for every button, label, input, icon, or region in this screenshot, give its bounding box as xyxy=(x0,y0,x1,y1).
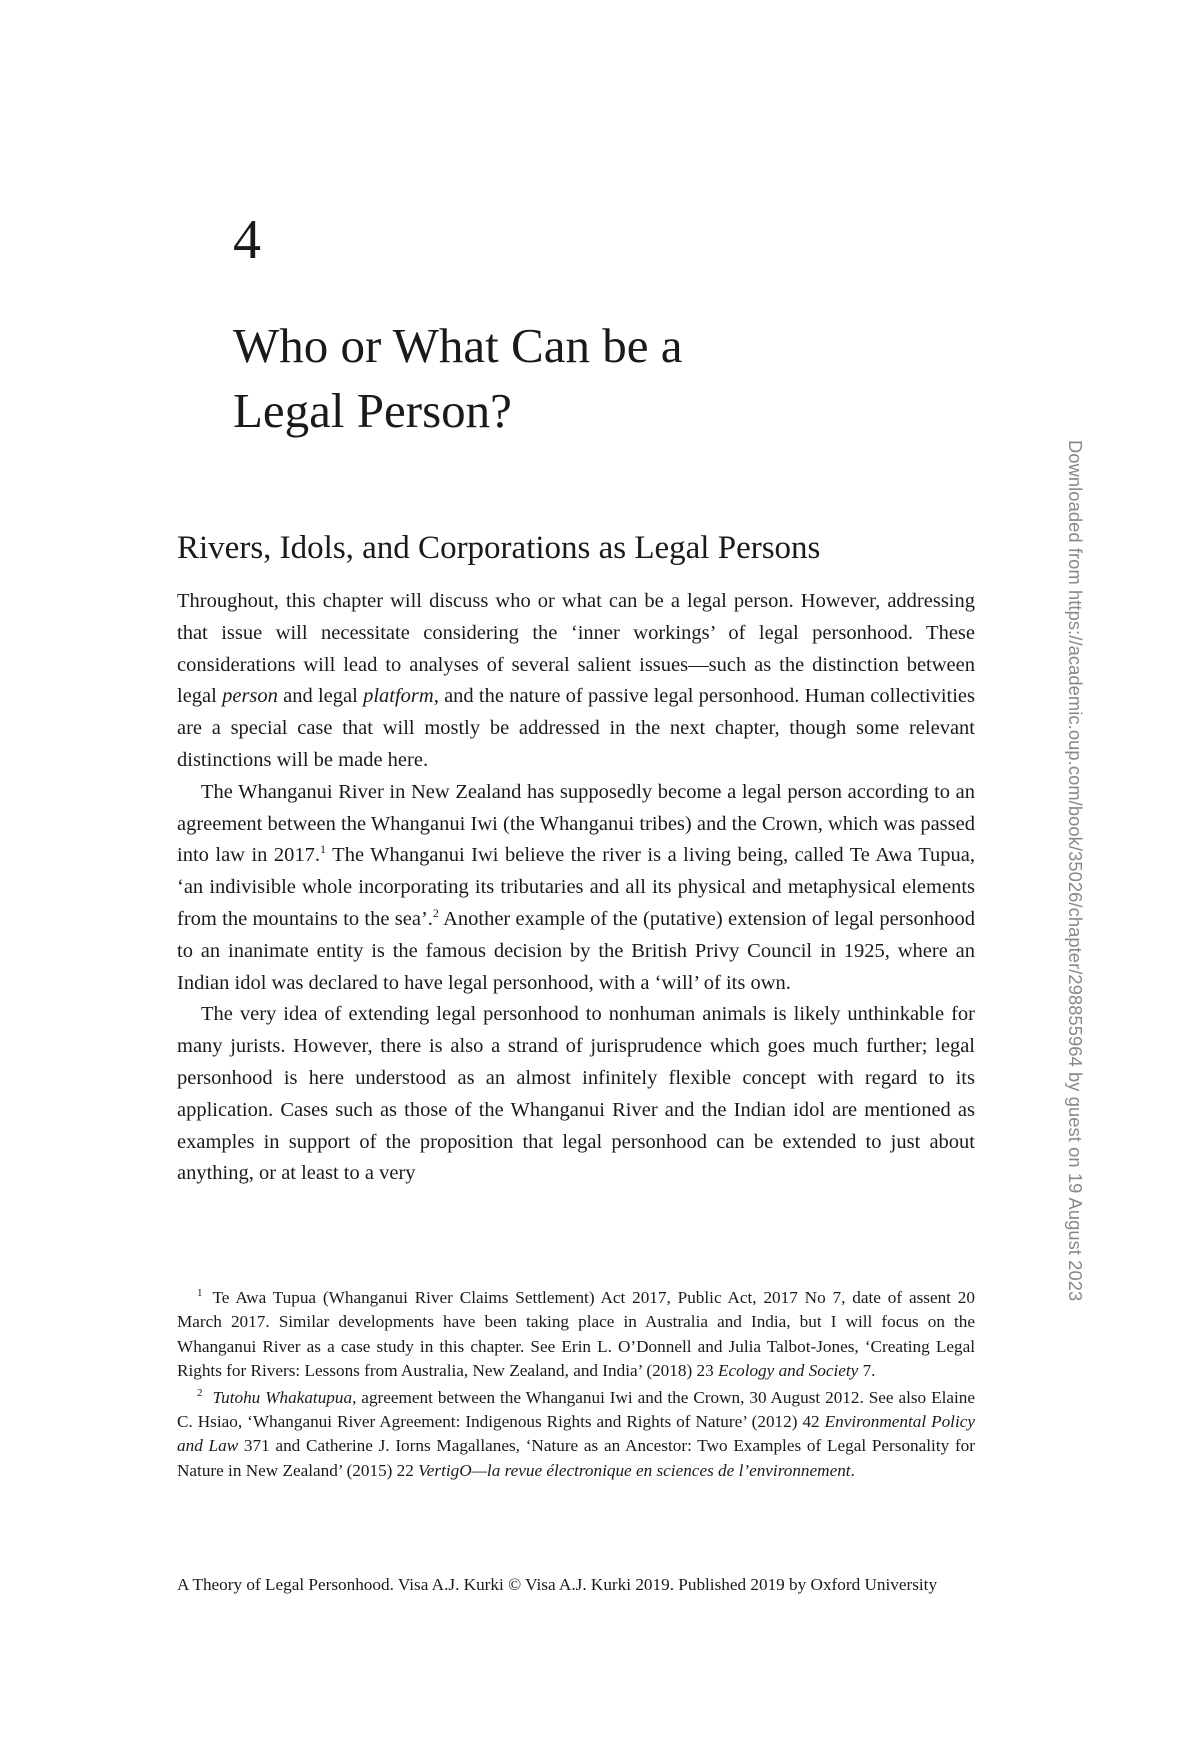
paragraph-1 xyxy=(177,586,975,777)
footnote-reference-1[interactable]: 1 xyxy=(320,842,327,857)
footnote-1-text: Te Awa Tupua (Whanganui River Claims Settlement) Act 2017, Public Act, 2017 No 7, date of assent 20 March 2017. Similar developments have been taking place in Australia and India, but I will focus on the Whanganui River as a case study in this chapter. See Erin L. O’Donnell and Julia Talbot-Jones, ‘Creating Legal Rights for Rivers: Lessons from Australia, New Zealand, and India’ (2018) 23 xyxy=(177,1288,975,1381)
paragraph-1-text-a: Throughout, this chapter will discuss who or what can be a legal person. However, addressing that issue will necessitate considering the ‘inner workings’ of legal personhood. These considerations will lead to analyses of several salient issues—such as the distinction between legal xyxy=(177,590,975,708)
footnote-2-text-a: , agreement between the Whanganui Iwi and the Crown, 30 August 2012. See also Elaine C. Hsiao, ‘Whanganui River Agreement: Indigenous Rights and Rights of Nature’ (2012) 42 xyxy=(177,1387,975,1432)
emphasis-person: person xyxy=(222,685,278,708)
section-heading: Rivers, Idols, and Corporations as Legal Persons xyxy=(177,530,821,566)
download-watermark: Downloaded from https://academic.oup.com/book/35026/chapter/298855964 by guest on 19 August 2023 xyxy=(1065,440,1086,1302)
paragraph-2-text-c: Another example of the (putative) extension of legal personhood to an inanimate entity is the famous decision by the British Privy Council in 1925, where an Indian idol was declared to have legal personhood, with a ‘will’ of its own. xyxy=(177,907,975,994)
chapter-title xyxy=(233,313,933,443)
footnote-2-journal-2: VertigO—la revue électronique en sciences de l’environnement xyxy=(418,1460,851,1480)
emphasis-platform: platform xyxy=(363,685,434,708)
chapter-title-line-2: Legal Person? xyxy=(233,383,512,438)
footnote-1 xyxy=(177,1286,975,1384)
paragraph-1-text-c: , and the nature of passive legal personhood. Human collectivities are a special case that will mostly be addressed in the next chapter, though some relevant distinctions will be made here. xyxy=(177,685,975,771)
footnote-marker: 1 xyxy=(197,1287,203,1300)
paragraph-2-text-a: The Whanganui River in New Zealand has supposedly become a legal person according to an agreement between the Whanganui Iwi (the Whanganui tribes) and the Crown, which was passed into law in 2017. xyxy=(177,780,975,867)
body-text xyxy=(177,586,975,1190)
footnote-2-journal-1: Environmental Policy and Law xyxy=(177,1412,975,1456)
footnote-2-tail: . xyxy=(850,1460,855,1480)
copyright-notice: A Theory of Legal Personhood. Visa A.J. Kurki © Visa A.J. Kurki 2019. Published 2019 by Oxford University xyxy=(177,1575,938,1594)
footnote-1-journal: Ecology and Society xyxy=(717,1361,859,1381)
chapter-number: 4 xyxy=(233,209,261,271)
paragraph-1-text-b: and legal xyxy=(277,685,364,708)
footnotes xyxy=(177,1286,975,1483)
footnote-2-text-b: 371 and Catherine J. Iorns Magallanes, ‘Nature as an Ancestor: Two Examples of Legal Personality for Nature in New Zealand’ (2015) 22 xyxy=(177,1436,975,1480)
footnote-1-tail: 7. xyxy=(858,1361,876,1381)
chapter-title-line-1: Who or What Can be a xyxy=(233,318,683,373)
paragraph-2-text-b: The Whanganui Iwi believe the river is a living being, called Te Awa Tupua, ‘an indivisible whole incorporating its tributaries and all its physical and metaphysical elements from the mountains to the sea’. xyxy=(177,844,975,930)
footnote-reference-2[interactable]: 2 xyxy=(432,906,439,921)
footnote-2 xyxy=(177,1386,975,1484)
paragraph-3: The very idea of extending legal personhood to nonhuman animals is likely unthinkable for many jurists. However, there is also a strand of jurisprudence which goes much further; legal personhood is here understood as an almost infinitely flexible concept with regard to its application. Cases such as those of the Whanganui River and the Indian idol are mentioned as examples in support of the proposition that legal personhood can be extended to just about anything, or at least to a very xyxy=(177,1003,975,1185)
footnote-marker: 2 xyxy=(197,1386,203,1399)
footnote-2-agreement-title: Tutohu Whakatupua xyxy=(212,1387,353,1407)
paragraph-2 xyxy=(177,777,975,1000)
